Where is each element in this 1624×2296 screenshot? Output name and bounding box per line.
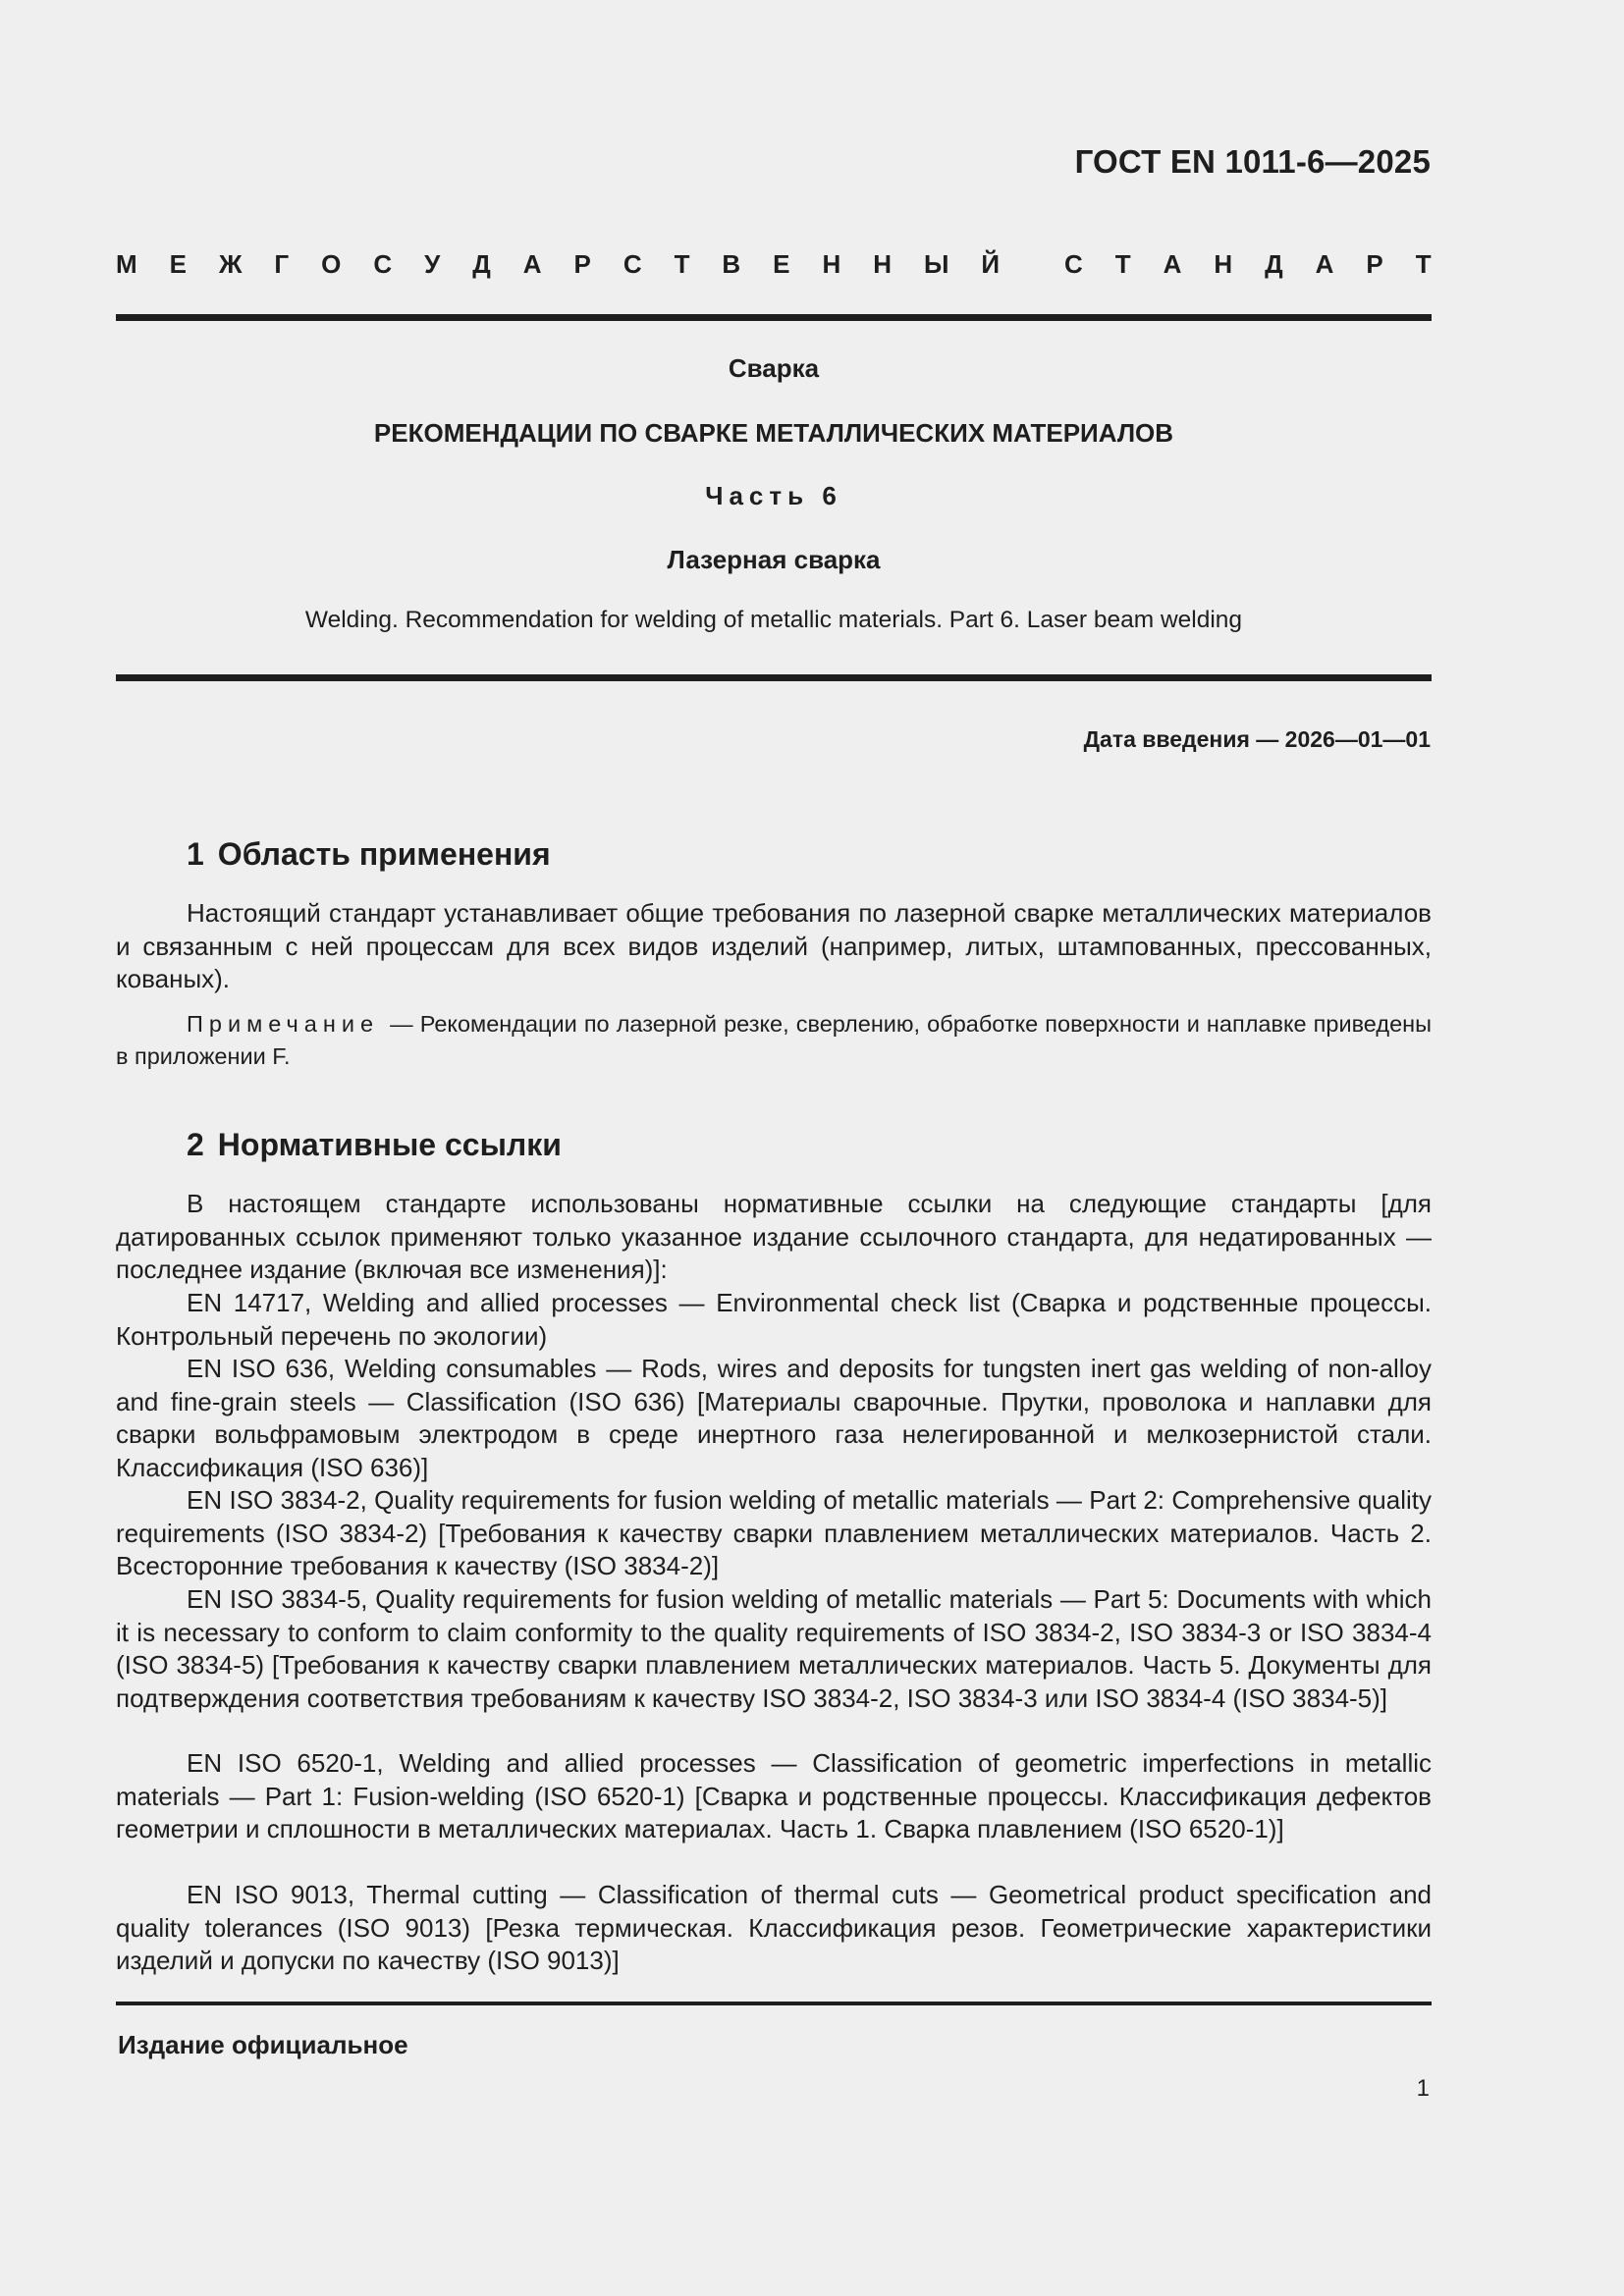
section-title: Область применения — [217, 836, 551, 872]
edition-label: Издание официальное — [118, 2030, 408, 2059]
note-label: Примечание — [187, 1011, 380, 1037]
banner-letter: Й — [981, 249, 1001, 279]
banner-letter: Ж — [218, 249, 243, 279]
banner-letter: Н — [822, 249, 841, 279]
section-number: 2 — [187, 1127, 204, 1162]
banner-letter: Н — [873, 249, 893, 279]
title-subtitle: Лазерная сварка — [667, 545, 881, 574]
banner-letter: Ы — [923, 249, 949, 279]
banner-letter: Т — [1415, 249, 1432, 279]
reference-item: EN ISO 6520-1, Welding and allied processes — Classification of geometric imperfections in metallic materials — Part 1: Fusion-welding (ISO 6520-1) [Сварка и родственные процессы. Классификация дефектов геометрии и сплошности в металлических материалах. Часть 1. Сварка плавлением (ISO 6520-1)] — [116, 1748, 1432, 1843]
interstate-standard-banner — [116, 249, 1432, 280]
section-2-intro: В настоящем стандарте использованы нормативные ссылки на следующие стандарты [для датированных ссылок применяют только указанное издание ссылочного стандарта, для недатированных — последнее издание (включая все изменения)]: — [116, 1189, 1432, 1284]
banner-letter: Е — [773, 249, 790, 279]
reference-item: EN 14717, Welding and allied processes — Environmental check list (Сварка и родственные процессы. Контрольный перечень по экологии) — [116, 1288, 1432, 1351]
banner-letter: Н — [1214, 249, 1233, 279]
reference-item: EN ISO 3834-5, Quality requirements for fusion welding of metallic materials — Part 5: Documents with which it is necessary to conform to claim conformity to the quality requirements of ISO 3834-2, ISO 3834-3 or ISO 3834-4 (ISO 3834-5) [Требования к качеству сварки плавлением металлических материалов. Часть 5. Документы для подтверждения соответствия требованиям к качеству ISO 3834-2, ISO 3834-3 или ISO 3834-4 (ISO 3834-5)] — [116, 1584, 1432, 1713]
banner-letter: А — [1163, 249, 1182, 279]
section-2-heading — [187, 1127, 562, 1163]
title-part: Часть 6 — [705, 481, 842, 510]
banner-letter: С — [1064, 249, 1083, 279]
top-rule — [116, 314, 1432, 321]
note-text: — Рекомендации по лазерной резке, сверлению, обработке поверхности и наплавке приведены в приложении F. — [116, 1011, 1433, 1069]
banner-letter: Е — [169, 249, 187, 279]
banner-letter: Р — [1366, 249, 1383, 279]
section-number: 1 — [187, 836, 204, 872]
title-main: РЕКОМЕНДАЦИИ ПО СВАРКЕ МЕТАЛЛИЧЕСКИХ МАТЕРИАЛОВ — [373, 418, 1174, 448]
bottom-rule — [116, 2002, 1432, 2005]
banner-letter: В — [722, 249, 741, 279]
title-topic: Сварка — [728, 353, 820, 383]
banner-letter: А — [522, 249, 542, 279]
effective-date: Дата введения — 2026—01—01 — [1083, 726, 1431, 752]
title-rule — [116, 674, 1432, 681]
reference-item: EN ISO 636, Welding consumables — Rods, wires and deposits for tungsten inert gas welding of non-alloy and fine-grain steels — Classification (ISO 636) [Материалы сварочные. Прутки, проволока и наплавки для сварки вольфрамовым электродом в среде инертного газа нелегированной и мелкозернистой стали. Классификация (ISO 636)] — [116, 1354, 1432, 1482]
document-number: ГОСТ EN 1011-6—2025 — [1074, 143, 1431, 180]
reference-item: EN ISO 9013, Thermal cutting — Classification of thermal cuts — Geometrical product specification and quality tolerances (ISO 9013) [Резка термическая. Классификация резов. Геометрические характеристики изделий и допуски по качеству (ISO 9013)] — [116, 1880, 1432, 1975]
section-1-heading — [187, 836, 551, 873]
page-number: 1 — [1416, 2075, 1430, 2102]
banner-letter: М — [116, 249, 137, 279]
banner-letter: У — [424, 249, 441, 279]
banner-letter: С — [623, 249, 642, 279]
banner-letter: Д — [472, 249, 491, 279]
section-1-note — [116, 1008, 1432, 1073]
banner-letter: А — [1315, 249, 1334, 279]
section-1-body: Настоящий стандарт устанавливает общие требования по лазерной сварке металлических материалов и связанным с ней процессам для всех видов изделий (например, литых, штампованных, прессованных, кованых). — [116, 898, 1432, 993]
section-title: Нормативные ссылки — [217, 1127, 562, 1162]
banner-letter: Д — [1265, 249, 1283, 279]
banner-letter: Т — [674, 249, 690, 279]
title-english: Welding. Recommendation for welding of metallic materials. Part 6. Laser beam welding — [304, 607, 1243, 633]
banner-letter: С — [373, 249, 393, 279]
banner-letter: Т — [1114, 249, 1131, 279]
banner-letter: Г — [274, 249, 290, 279]
banner-letter: О — [321, 249, 342, 279]
banner-letter: Р — [573, 249, 591, 279]
reference-item: EN ISO 3834-2, Quality requirements for fusion welding of metallic materials — Part 2: Comprehensive quality requirements (ISO 3834-2) [Требования к качеству сварки плавлением металлических материалов. Часть 2. Всесторонние требования к качеству (ISO 3834-2)] — [116, 1485, 1432, 1580]
